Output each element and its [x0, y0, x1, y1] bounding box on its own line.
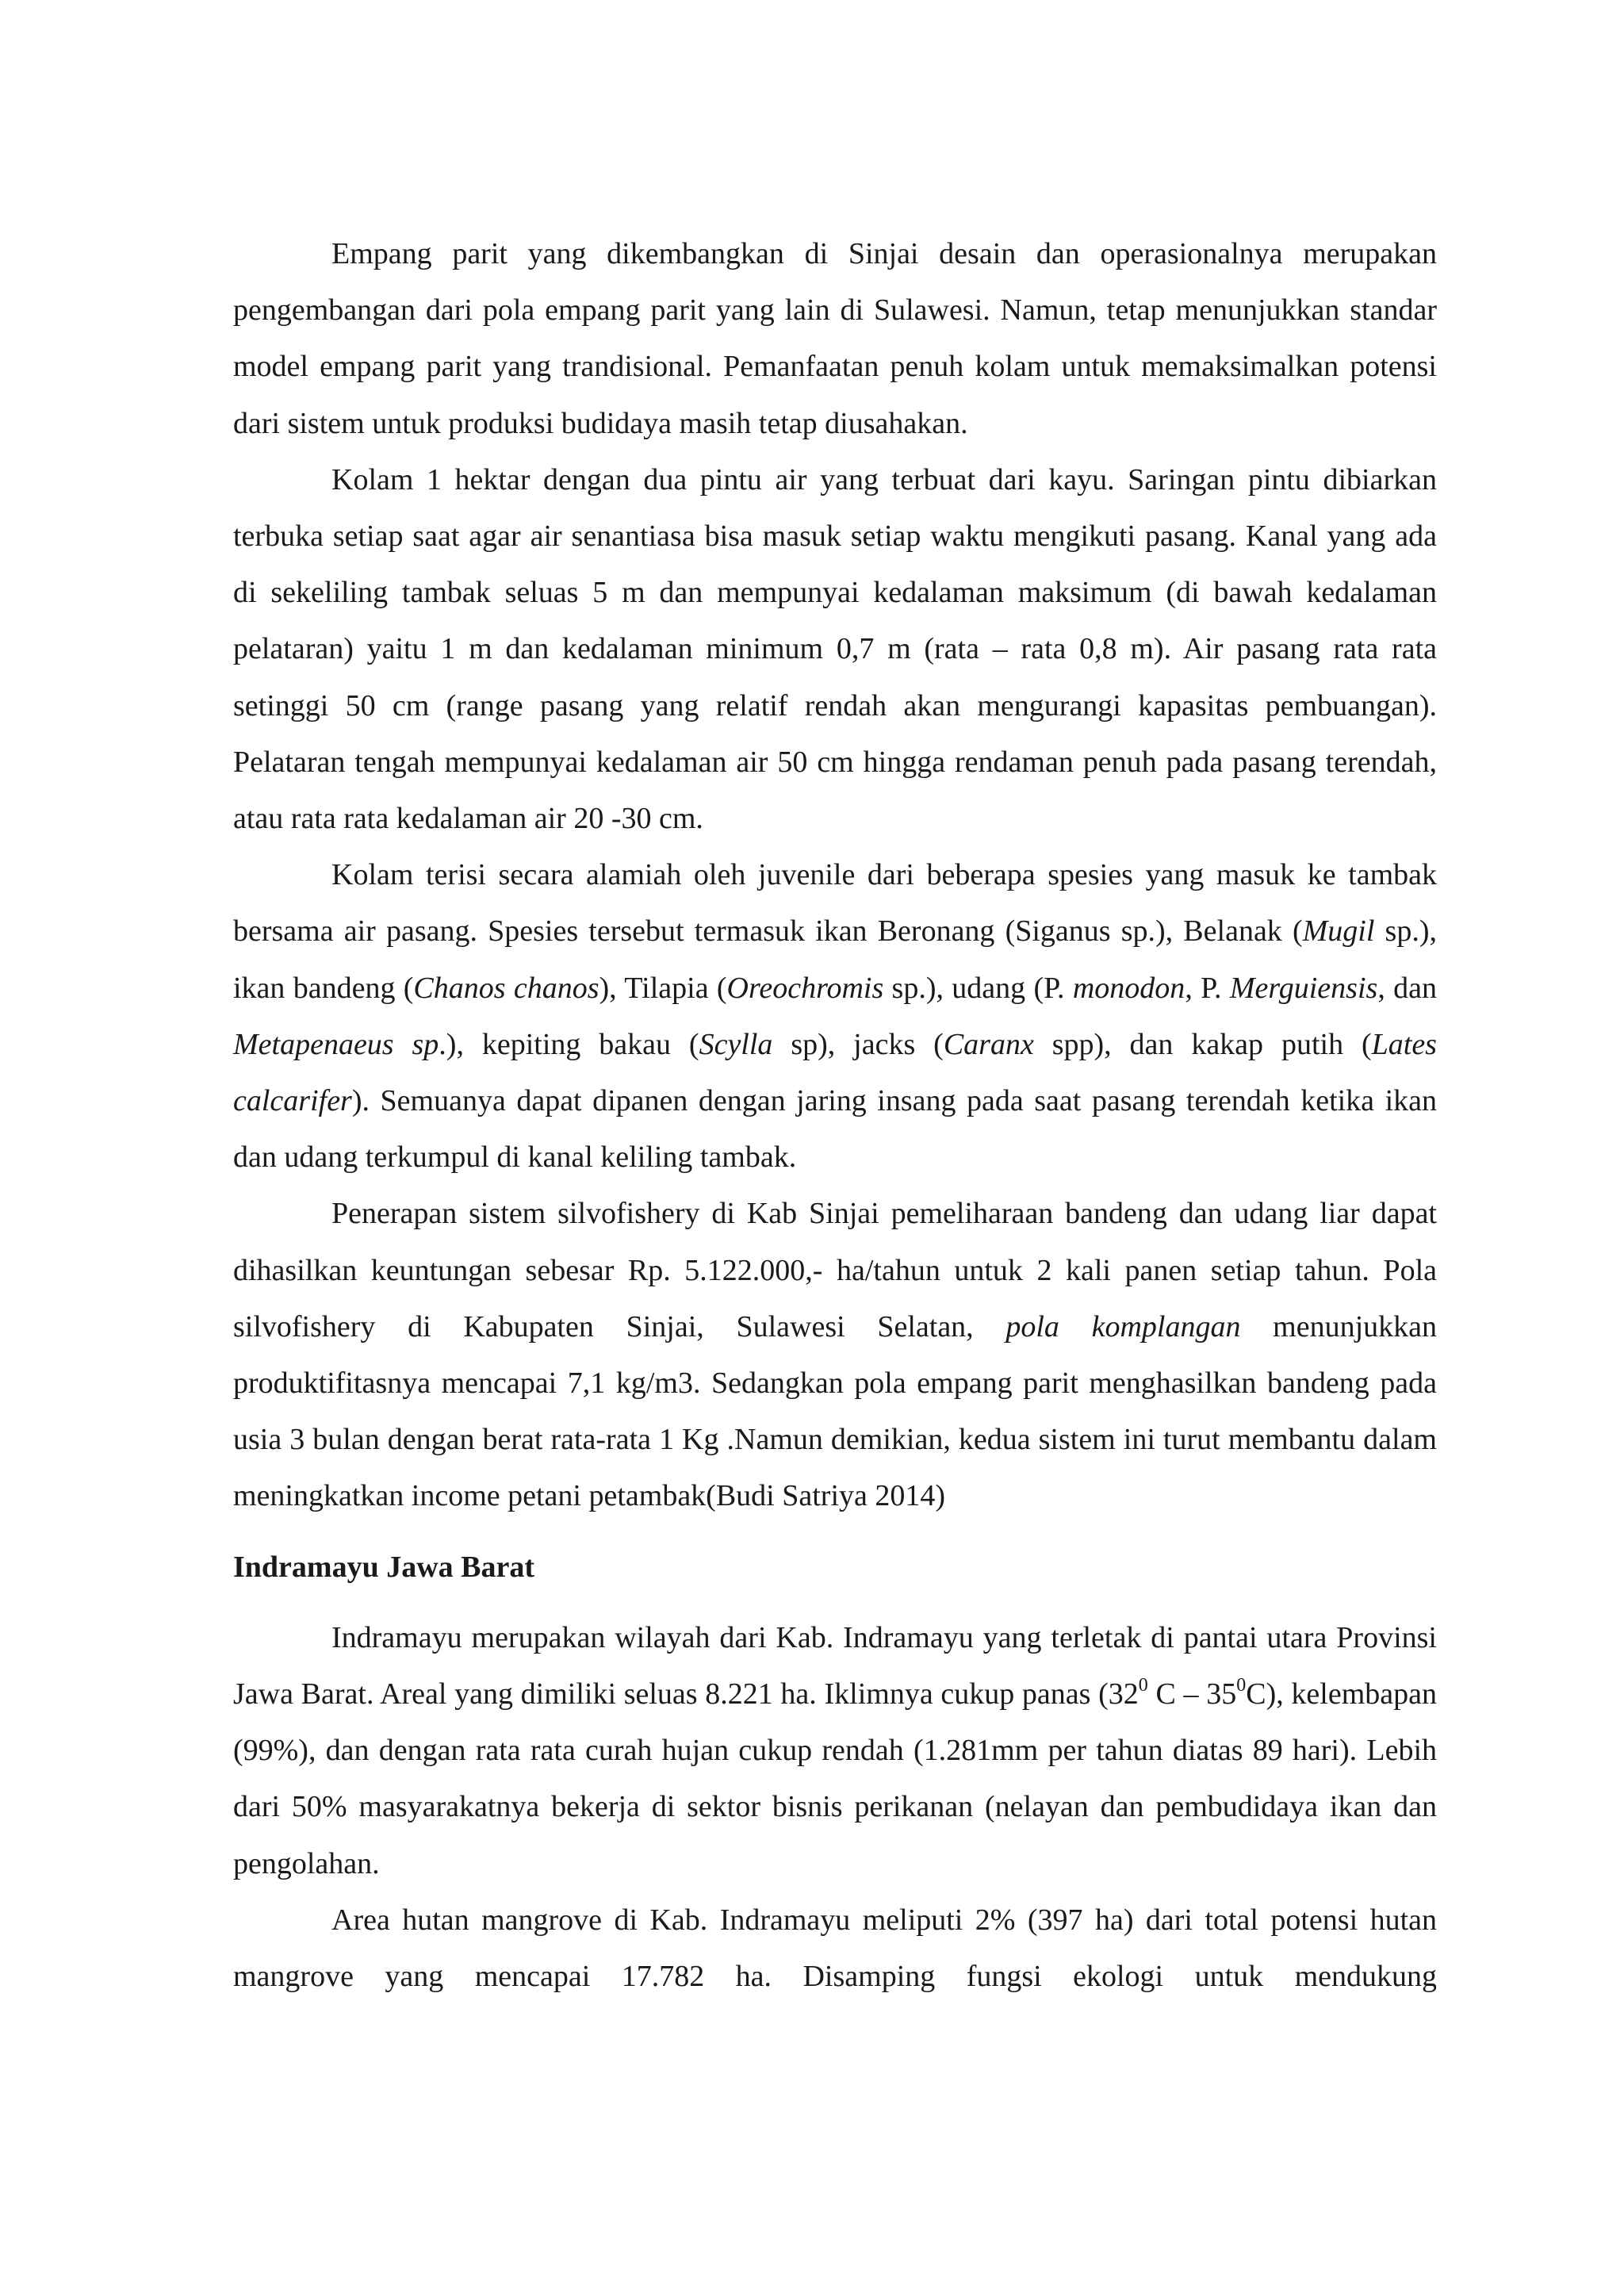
text-run: ), Tilapia (	[599, 971, 727, 1005]
italic-term: Mugil	[1302, 914, 1375, 949]
italic-term: pola komplangan	[1005, 1309, 1241, 1343]
text-run: .), kepiting bakau (	[439, 1027, 699, 1061]
italic-term: Merguiensis	[1229, 971, 1378, 1005]
text-run: C), kelembapan (99%), dan dengan rata rata curah hujan cukup rendah (1.281mm per tahun diatas 89 hari). Lebih dari 50% masyarakatnya bekerja di sektor bisnis perikanan (nelayan dan pembudidaya ikan dan pengolahan.	[233, 1677, 1437, 1880]
italic-term: Scylla	[699, 1027, 773, 1061]
italic-term: Lates calcarifer	[233, 1027, 1437, 1118]
text-run: sp.), udang (P.	[883, 971, 1073, 1005]
superscript: 0	[1236, 1675, 1247, 1696]
text-run: Penerapan sistem silvofishery di Kab Sinjai pemeliharaan bandeng dan udang liar dapat dihasilkan keuntungan sebesar Rp. 5.122.000,- ha/tahun untuk 2 kali panen setiap tahun. Pola silvofishery di Kabupaten Sinjai, Sulawesi Selatan,	[233, 1197, 1437, 1343]
paragraph-empang-parit-sinjai	[233, 226, 1437, 452]
text-run: C – 35	[1147, 1677, 1237, 1711]
text-run: menunjukkan produktifitasnya mencapai 7,1 kg/m3. Sedangkan pola empang parit menghasilkan bandeng pada usia 3 bulan dengan berat rata-rata 1 Kg .Namun demikian, kedua sistem ini turut membantu dalam meningkatkan income petani petambak(Budi Satriya 2014)	[233, 1309, 1437, 1513]
text-run: sp), jacks (	[772, 1027, 944, 1061]
italic-term: Chanos chanos	[413, 971, 599, 1005]
text-run: Area hutan mangrove di Kab. Indramayu meliputi 2% (397 ha) dari total potensi hutan mangrove yang mencapai 17.782 ha. Disamping fungsi ekologi untuk mendukung	[233, 1903, 1437, 1994]
text-run: Kolam terisi secara alamiah oleh juvenile dari beberapa spesies yang masuk ke tambak bersama air pasang. Spesies tersebut termasuk ikan Beronang (Siganus sp.), Belanak (	[233, 858, 1437, 949]
italic-term: monodon	[1072, 971, 1185, 1005]
section-heading-indramayu: Indramayu Jawa Barat	[233, 1550, 535, 1584]
italic-term: Metapenaeus sp	[233, 1027, 439, 1061]
paragraph-silvofishery-sinjai	[233, 1186, 1437, 1524]
document-body	[233, 226, 1437, 2005]
paragraph-hutan-mangrove	[233, 1892, 1437, 2005]
paragraph-spesies-kolam	[233, 847, 1437, 1186]
text-run: Empang parit yang dikembangkan di Sinjai desain dan operasionalnya merupakan pengembangan dari pola empang parit yang lain di Sulawesi. Namun, tetap menunjukkan standar model empang parit yang trandisional. Pemanfaatan penuh kolam untuk memaksimalkan potensi dari sistem untuk produksi budidaya masih tetap diusahakan.	[233, 237, 1437, 440]
text-run: Indramayu merupakan wilayah dari Kab. Indramayu yang terletak di pantai utara Provinsi Jawa Barat. Areal yang dimiliki seluas 8.221 ha. Iklimnya cukup panas (32	[233, 1620, 1437, 1711]
text-run: , dan	[1377, 971, 1437, 1005]
superscript: 0	[1138, 1675, 1148, 1696]
text-run: , P.	[1185, 971, 1230, 1005]
italic-term: Oreochromis	[726, 971, 884, 1005]
paragraph-kolam-hektar	[233, 452, 1437, 847]
text-run: spp), dan kakap putih (	[1033, 1027, 1372, 1061]
paragraph-indramayu-wilayah	[233, 1610, 1437, 1892]
italic-term: Caranx	[943, 1027, 1034, 1061]
text-run: sp.), ikan bandeng (	[233, 914, 1437, 1005]
text-run: ). Semuanya dapat dipanen dengan jaring insang pada saat pasang terendah ketika ikan dan udang terkumpul di kanal keliling tambak.	[233, 1084, 1437, 1175]
text-run: Kolam 1 hektar dengan dua pintu air yang terbuat dari kayu. Saringan pintu dibiarkan terbuka setiap saat agar air senantiasa bisa masuk setiap waktu mengikuti pasang. Kanal yang ada di sekeliling tambak seluas 5 m dan mempunyai kedalaman maksimum (di bawah kedalaman pelataran) yaitu 1 m dan kedalaman minimum 0,7 m (rata – rata 0,8 m). Air pasang rata rata setinggi 50 cm (range pasang yang relatif rendah akan mengurangi kapasitas pembuangan). Pelataran tengah mempunyai kedalaman air 50 cm hingga rendaman penuh pada pasang terendah, atau rata rata kedalaman air 20 -30 cm.	[233, 462, 1437, 836]
